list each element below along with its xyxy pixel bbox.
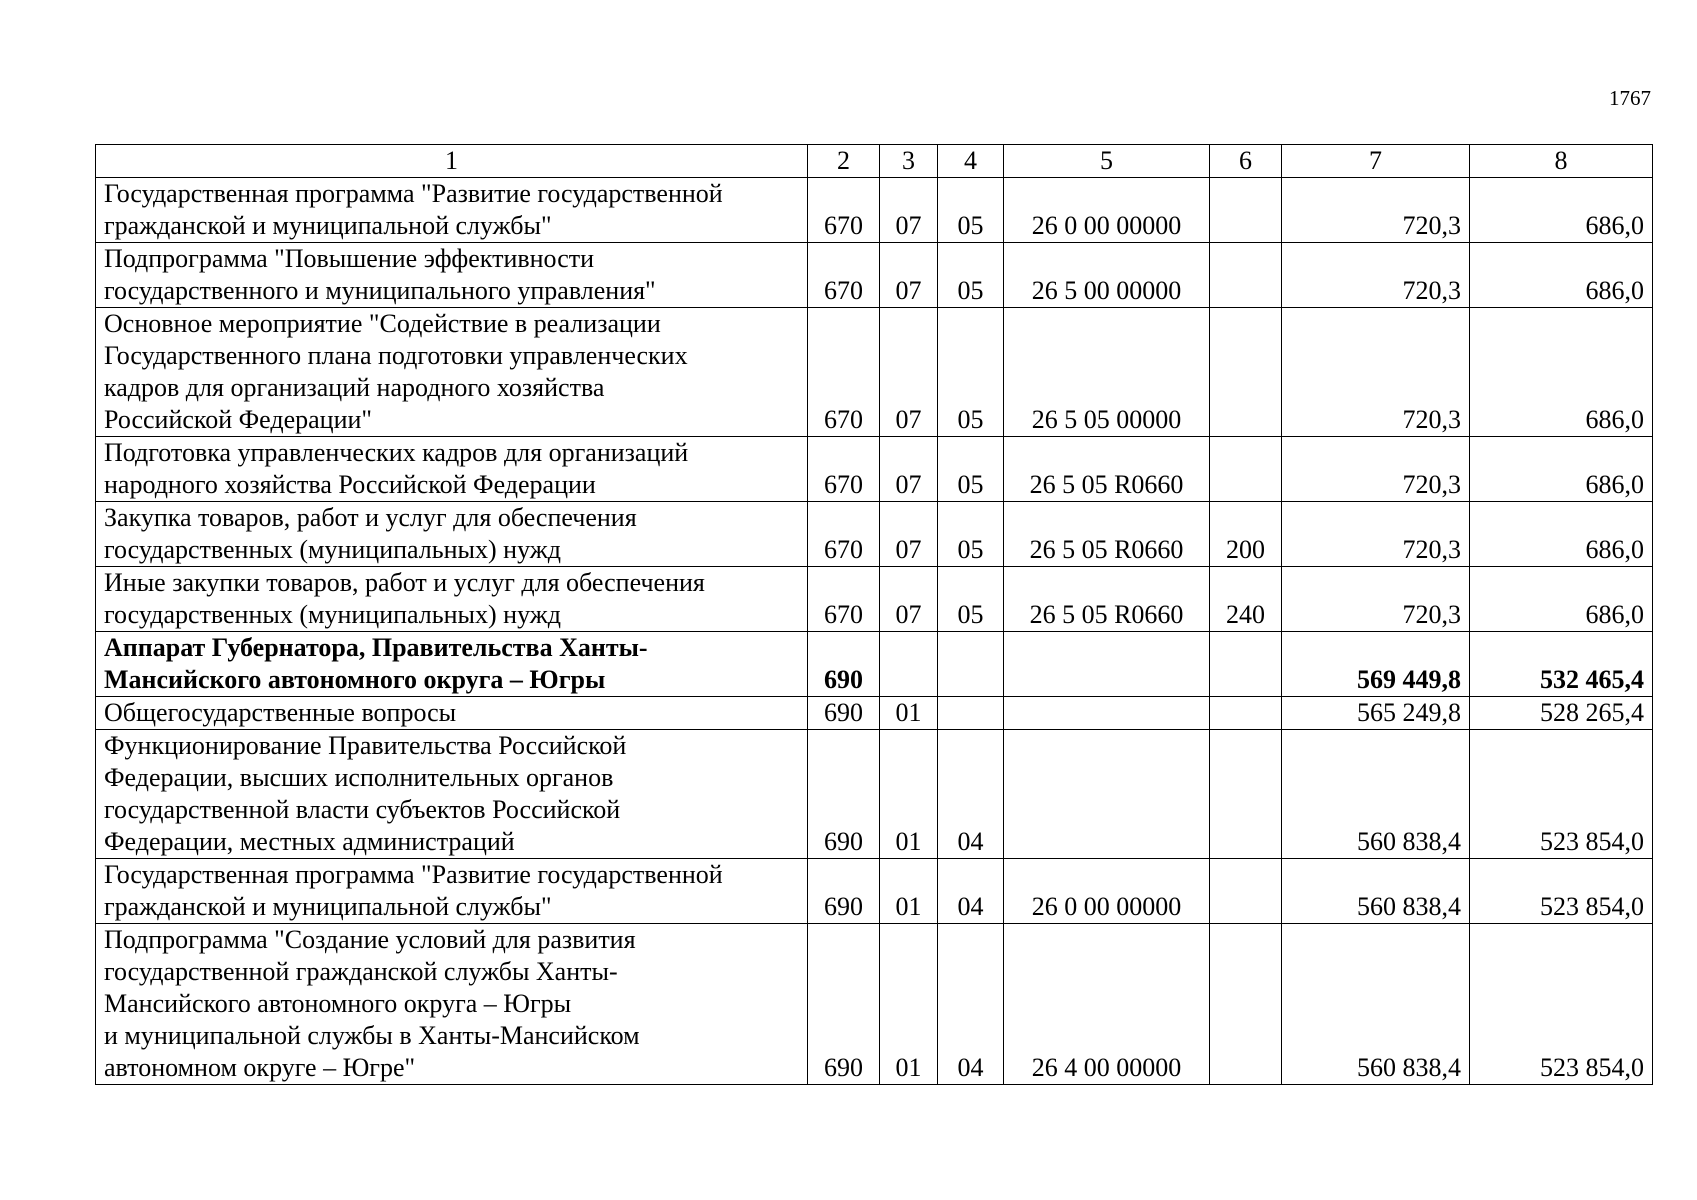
item-name-line: гражданской и муниципальной службы" xyxy=(104,892,552,921)
cell-expense-type xyxy=(1210,243,1282,308)
cell-amount-year-2: 686,0 xyxy=(1470,243,1653,308)
cell-item-name xyxy=(96,178,808,243)
cell-section xyxy=(880,632,938,697)
cell-target-article xyxy=(1004,632,1210,697)
item-name-line: Функционирование Правительства Российской xyxy=(104,731,627,760)
cell-expense-type xyxy=(1210,730,1282,859)
item-name-line: народного хозяйства Российской Федерации xyxy=(104,470,596,499)
cell-admin-code: 690 xyxy=(808,924,880,1085)
cell-amount-year-1: 720,3 xyxy=(1282,437,1470,502)
item-name-line: Государственная программа "Развитие государственной xyxy=(104,179,723,208)
cell-subsection: 04 xyxy=(938,924,1004,1085)
cell-section: 07 xyxy=(880,243,938,308)
cell-item-name xyxy=(96,243,808,308)
cell-amount-year-1: 569 449,8 xyxy=(1282,632,1470,697)
cell-target-article: 26 0 00 00000 xyxy=(1004,859,1210,924)
item-name-line: Федерации, местных администраций xyxy=(104,827,515,856)
cell-item-name xyxy=(96,859,808,924)
cell-target-article: 26 4 00 00000 xyxy=(1004,924,1210,1085)
cell-subsection: 04 xyxy=(938,859,1004,924)
item-name-line: государственной власти субъектов Российской xyxy=(104,795,621,824)
table-row xyxy=(96,697,1653,730)
item-name-line: и муниципальной службы в Ханты-Мансийском xyxy=(104,1021,640,1050)
table-row xyxy=(96,502,1653,567)
cell-expense-type xyxy=(1210,308,1282,437)
cell-expense-type xyxy=(1210,859,1282,924)
table-row xyxy=(96,924,1653,1085)
cell-section: 01 xyxy=(880,859,938,924)
cell-subsection xyxy=(938,697,1004,730)
cell-admin-code: 670 xyxy=(808,502,880,567)
cell-admin-code: 670 xyxy=(808,567,880,632)
cell-amount-year-2: 686,0 xyxy=(1470,308,1653,437)
item-name-line: Государственная программа "Развитие государственной xyxy=(104,860,723,889)
cell-admin-code: 670 xyxy=(808,178,880,243)
cell-amount-year-1: 720,3 xyxy=(1282,243,1470,308)
cell-subsection: 05 xyxy=(938,437,1004,502)
header-cell: 2 xyxy=(808,145,880,178)
cell-amount-year-1: 720,3 xyxy=(1282,567,1470,632)
cell-section: 07 xyxy=(880,178,938,243)
item-name-line: государственных (муниципальных) нужд xyxy=(104,600,561,629)
cell-expense-type xyxy=(1210,697,1282,730)
cell-admin-code: 690 xyxy=(808,730,880,859)
item-name-line: Подпрограмма "Повышение эффективности xyxy=(104,244,595,273)
cell-target-article: 26 5 00 00000 xyxy=(1004,243,1210,308)
header-cell: 8 xyxy=(1470,145,1653,178)
cell-amount-year-1: 560 838,4 xyxy=(1282,730,1470,859)
cell-subsection: 05 xyxy=(938,308,1004,437)
header-cell: 7 xyxy=(1282,145,1470,178)
cell-expense-type: 240 xyxy=(1210,567,1282,632)
cell-subsection: 05 xyxy=(938,243,1004,308)
table-row xyxy=(96,243,1653,308)
item-name-line: Российской Федерации" xyxy=(104,405,373,434)
cell-amount-year-1: 560 838,4 xyxy=(1282,924,1470,1085)
cell-amount-year-2: 686,0 xyxy=(1470,502,1653,567)
table-row xyxy=(96,730,1653,859)
cell-amount-year-1: 720,3 xyxy=(1282,502,1470,567)
table-row xyxy=(96,308,1653,437)
item-name-line: Закупка товаров, работ и услуг для обеспечения xyxy=(104,503,637,532)
table-body xyxy=(96,178,1653,1085)
item-name-line: Общегосударственные вопросы xyxy=(104,698,457,727)
cell-amount-year-2: 523 854,0 xyxy=(1470,859,1653,924)
cell-expense-type xyxy=(1210,437,1282,502)
cell-subsection: 05 xyxy=(938,178,1004,243)
cell-admin-code: 690 xyxy=(808,697,880,730)
cell-amount-year-2: 686,0 xyxy=(1470,178,1653,243)
item-name-line: автономном округе – Югре" xyxy=(104,1053,416,1082)
cell-subsection: 05 xyxy=(938,502,1004,567)
item-name-line: Подпрограмма "Создание условий для развития xyxy=(104,925,636,954)
header-row xyxy=(96,145,1653,178)
header-cell: 6 xyxy=(1210,145,1282,178)
cell-section: 01 xyxy=(880,924,938,1085)
cell-admin-code: 690 xyxy=(808,632,880,697)
header-cell: 3 xyxy=(880,145,938,178)
cell-section: 01 xyxy=(880,697,938,730)
cell-target-article xyxy=(1004,697,1210,730)
cell-amount-year-2: 686,0 xyxy=(1470,567,1653,632)
budget-table xyxy=(95,144,1653,1085)
header-cell: 4 xyxy=(938,145,1004,178)
cell-amount-year-1: 565 249,8 xyxy=(1282,697,1470,730)
cell-expense-type xyxy=(1210,924,1282,1085)
cell-item-name xyxy=(96,567,808,632)
item-name-line: Подготовка управленческих кадров для организаций xyxy=(104,438,689,467)
item-name-line: Аппарат Губернатора, Правительства Ханты- xyxy=(104,633,648,662)
cell-section: 07 xyxy=(880,567,938,632)
cell-admin-code: 690 xyxy=(808,859,880,924)
table-row xyxy=(96,632,1653,697)
cell-subsection: 05 xyxy=(938,567,1004,632)
cell-expense-type xyxy=(1210,178,1282,243)
cell-amount-year-2: 532 465,4 xyxy=(1470,632,1653,697)
cell-amount-year-1: 560 838,4 xyxy=(1282,859,1470,924)
item-name-line: государственной гражданской службы Ханты- xyxy=(104,957,618,986)
cell-expense-type: 200 xyxy=(1210,502,1282,567)
cell-item-name xyxy=(96,437,808,502)
cell-section: 01 xyxy=(880,730,938,859)
cell-admin-code: 670 xyxy=(808,437,880,502)
cell-amount-year-1: 720,3 xyxy=(1282,308,1470,437)
header-cell: 1 xyxy=(96,145,808,178)
cell-item-name xyxy=(96,502,808,567)
cell-section: 07 xyxy=(880,308,938,437)
item-name-line: Мансийского автономного округа – Югры xyxy=(104,989,572,1018)
cell-admin-code: 670 xyxy=(808,308,880,437)
cell-item-name xyxy=(96,730,808,859)
item-name-line: Иные закупки товаров, работ и услуг для обеспечения xyxy=(104,568,705,597)
header-cell: 5 xyxy=(1004,145,1210,178)
cell-target-article: 26 5 05 R0660 xyxy=(1004,502,1210,567)
cell-target-article: 26 5 05 R0660 xyxy=(1004,437,1210,502)
item-name-line: государственного и муниципального управления" xyxy=(104,276,656,305)
table-row xyxy=(96,437,1653,502)
item-name-line: государственных (муниципальных) нужд xyxy=(104,535,561,564)
cell-item-name xyxy=(96,308,808,437)
cell-amount-year-2: 686,0 xyxy=(1470,437,1653,502)
cell-subsection: 04 xyxy=(938,730,1004,859)
cell-item-name xyxy=(96,632,808,697)
item-name-line: Основное мероприятие "Содействие в реализации xyxy=(104,309,661,338)
cell-item-name xyxy=(96,697,808,730)
item-name-line: Государственного плана подготовки управленческих xyxy=(104,341,688,370)
item-name-line: Мансийского автономного округа – Югры xyxy=(104,665,606,694)
item-name-line: кадров для организаций народного хозяйства xyxy=(104,373,605,402)
cell-expense-type xyxy=(1210,632,1282,697)
cell-target-article xyxy=(1004,730,1210,859)
cell-amount-year-2: 523 854,0 xyxy=(1470,730,1653,859)
cell-target-article: 26 5 05 R0660 xyxy=(1004,567,1210,632)
cell-section: 07 xyxy=(880,502,938,567)
table-row xyxy=(96,178,1653,243)
cell-amount-year-2: 528 265,4 xyxy=(1470,697,1653,730)
cell-amount-year-1: 720,3 xyxy=(1282,178,1470,243)
page-number: 1767 xyxy=(1609,86,1651,110)
table-row xyxy=(96,859,1653,924)
item-name-line: гражданской и муниципальной службы" xyxy=(104,211,552,240)
cell-item-name xyxy=(96,924,808,1085)
cell-target-article: 26 5 05 00000 xyxy=(1004,308,1210,437)
item-name-line: Федерации, высших исполнительных органов xyxy=(104,763,614,792)
cell-section: 07 xyxy=(880,437,938,502)
cell-subsection xyxy=(938,632,1004,697)
cell-admin-code: 670 xyxy=(808,243,880,308)
cell-target-article: 26 0 00 00000 xyxy=(1004,178,1210,243)
cell-amount-year-2: 523 854,0 xyxy=(1470,924,1653,1085)
table-row xyxy=(96,567,1653,632)
